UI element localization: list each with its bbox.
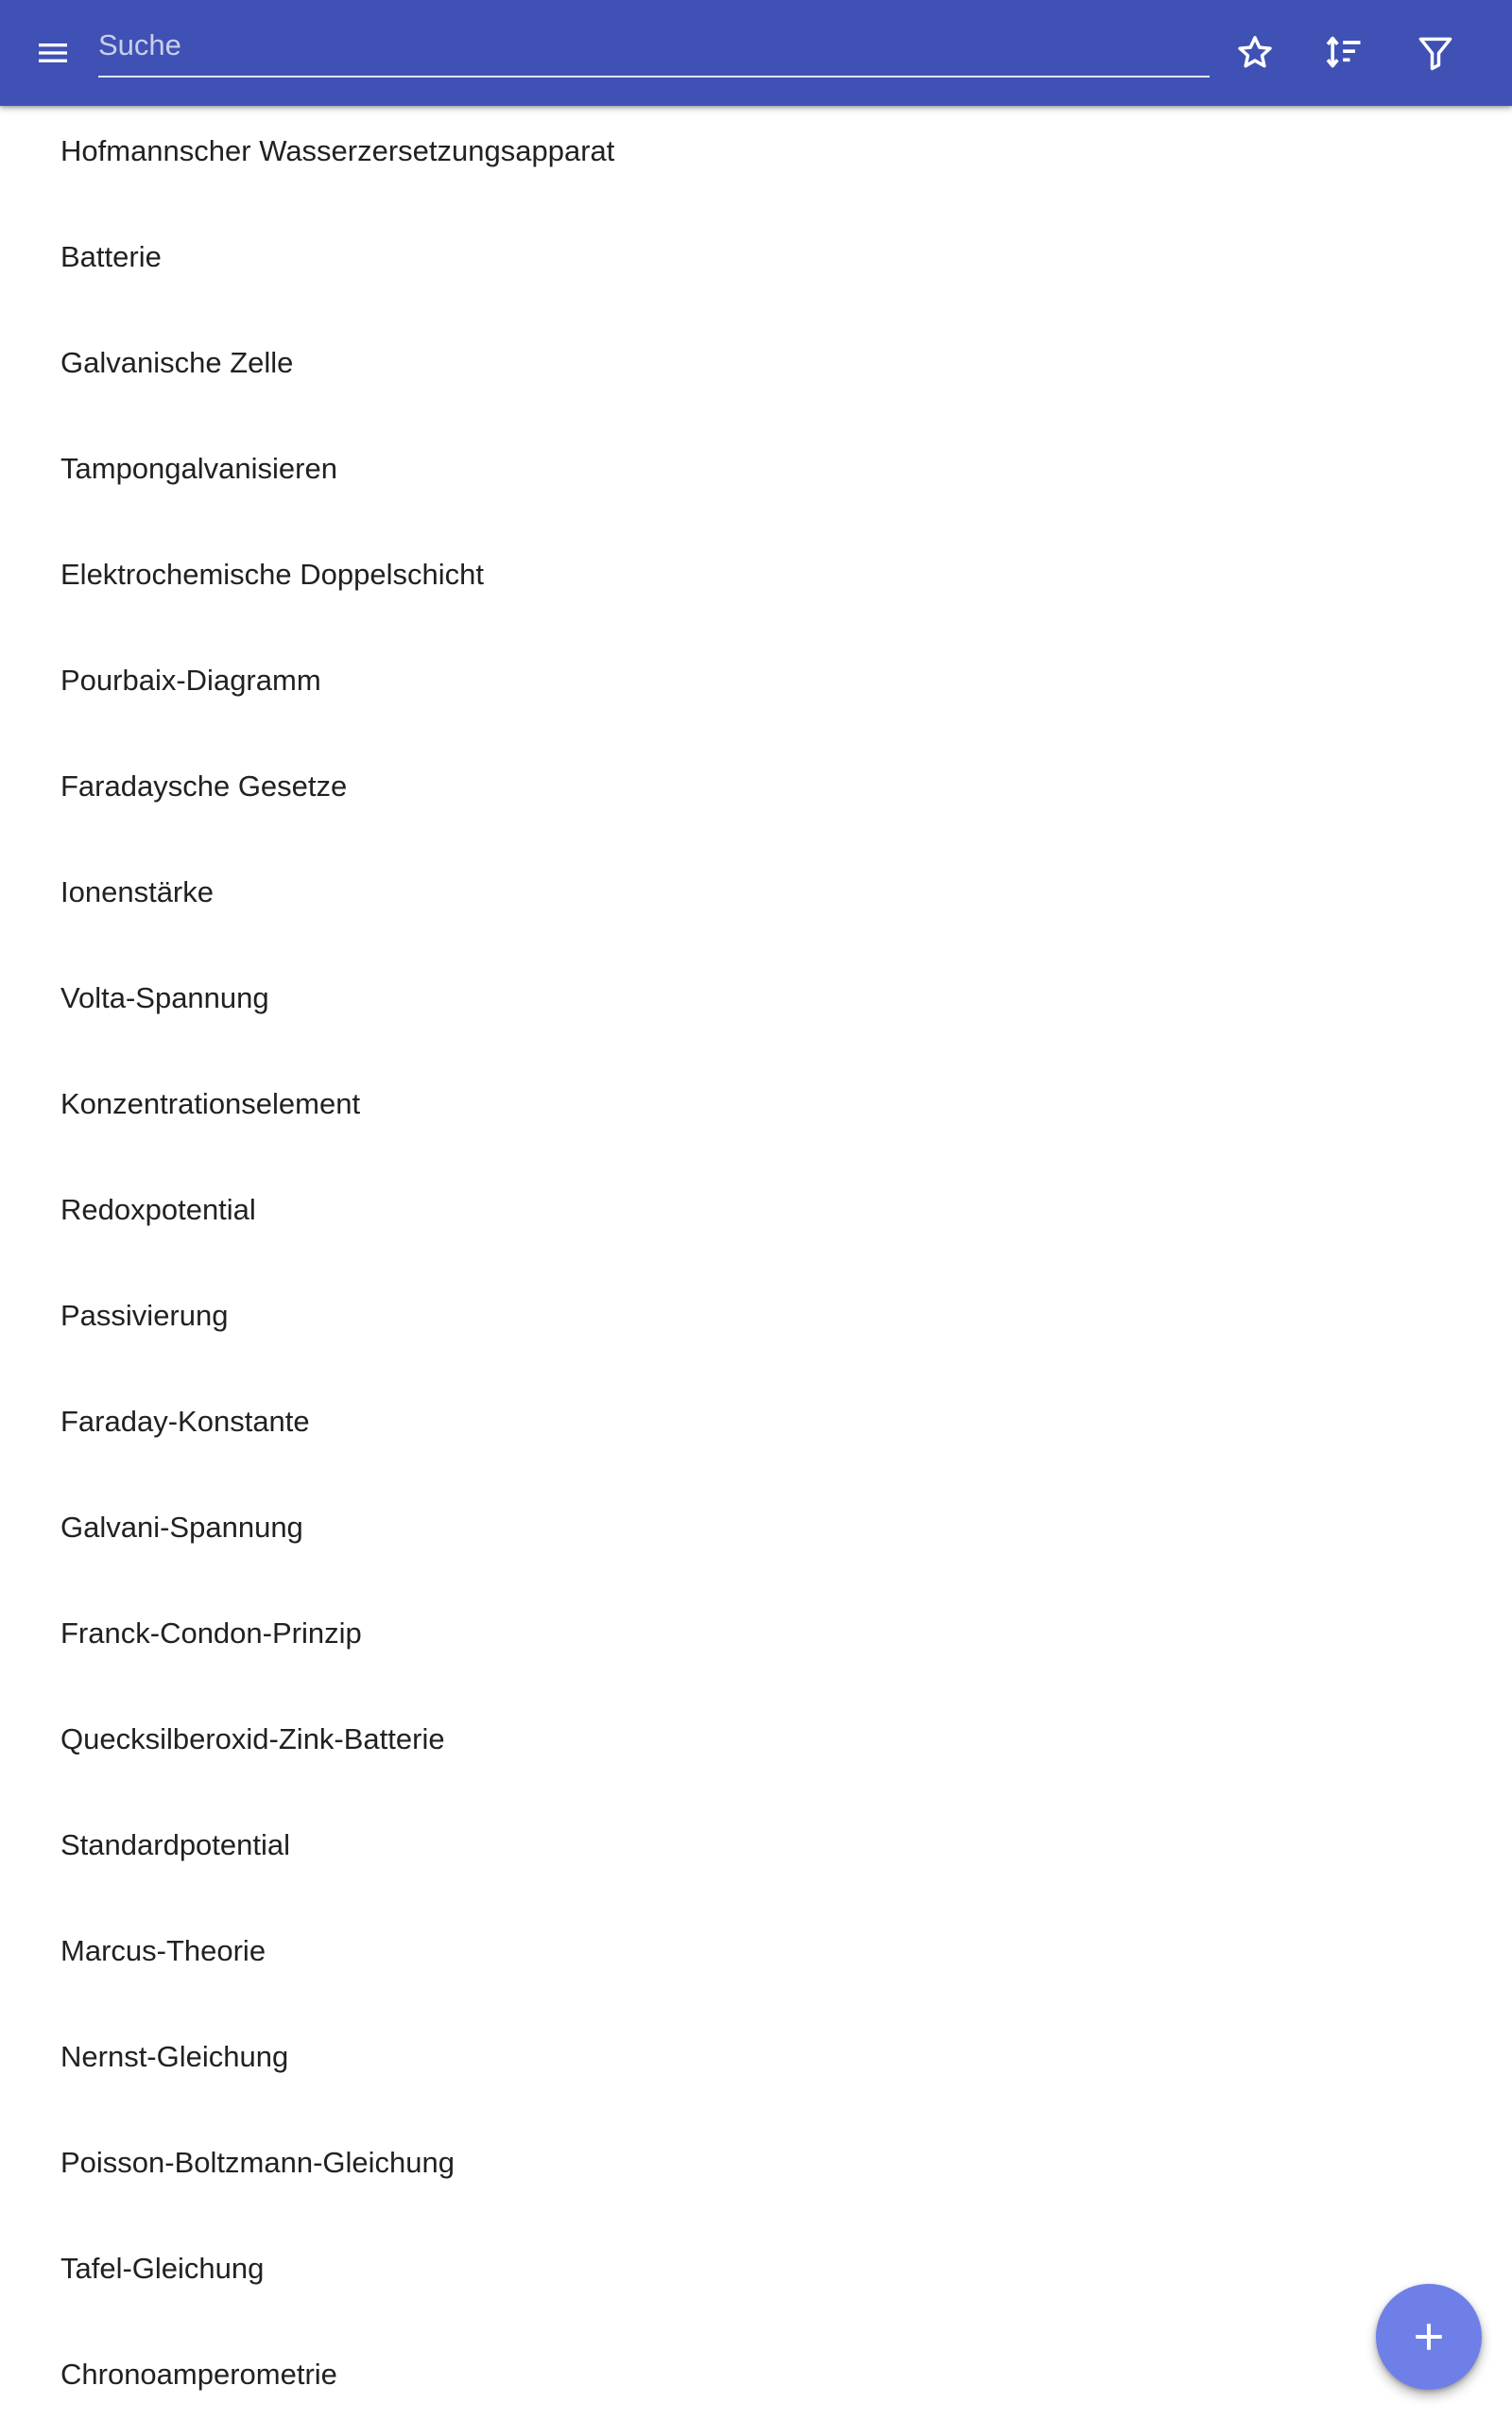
- list-item[interactable]: Franck-Condon-Prinzip: [60, 1616, 362, 1650]
- list-item[interactable]: Tampongalvanisieren: [60, 452, 337, 485]
- list-item[interactable]: Galvani-Spannung: [60, 1511, 303, 1544]
- list-item[interactable]: Faraday-Konstante: [60, 1405, 310, 1438]
- search-input[interactable]: [98, 17, 1210, 76]
- list-item[interactable]: Nernst-Gleichung: [60, 2040, 289, 2073]
- list-item[interactable]: Redoxpotential: [60, 1193, 256, 1226]
- list-item[interactable]: Standardpotential: [60, 1828, 291, 1861]
- filter-button[interactable]: [1398, 15, 1473, 91]
- list-item[interactable]: Hofmannscher Wasserzersetzungsapparat: [60, 134, 615, 167]
- top-app-bar: [0, 0, 1512, 106]
- star-outline-icon: [1234, 32, 1276, 74]
- list-item[interactable]: Konzentrationselement: [60, 1087, 361, 1120]
- search-field: [98, 17, 1210, 78]
- article-list: [0, 98, 1512, 2420]
- list-item[interactable]: Passivierung: [60, 1299, 229, 1332]
- sort-button[interactable]: [1307, 15, 1383, 91]
- list-item[interactable]: Poisson-Boltzmann-Gleichung: [60, 2146, 455, 2179]
- list-item[interactable]: Elektrochemische Doppelschicht: [60, 558, 484, 591]
- favorites-button[interactable]: [1217, 15, 1293, 91]
- list-item[interactable]: Batterie: [60, 240, 162, 273]
- list-item[interactable]: Ionenstärke: [60, 875, 214, 908]
- list-item[interactable]: Tafel-Gleichung: [60, 2252, 265, 2285]
- list-item[interactable]: Volta-Spannung: [60, 981, 269, 1014]
- hamburger-menu-icon: [34, 34, 72, 72]
- menu-button[interactable]: [19, 15, 87, 91]
- list-item[interactable]: Pourbaix-Diagramm: [60, 664, 321, 697]
- add-fab-button[interactable]: [1376, 2284, 1482, 2390]
- sort-icon: [1324, 32, 1366, 74]
- list-item[interactable]: Faradaysche Gesetze: [60, 769, 348, 803]
- list-item[interactable]: Galvanische Zelle: [60, 346, 294, 379]
- list-item[interactable]: Chronoamperometrie: [60, 2358, 337, 2391]
- list-item[interactable]: Marcus-Theorie: [60, 1934, 266, 1967]
- plus-icon: [1408, 2316, 1450, 2358]
- filter-icon: [1415, 32, 1456, 74]
- list-item[interactable]: Quecksilberoxid-Zink-Batterie: [60, 1722, 445, 1755]
